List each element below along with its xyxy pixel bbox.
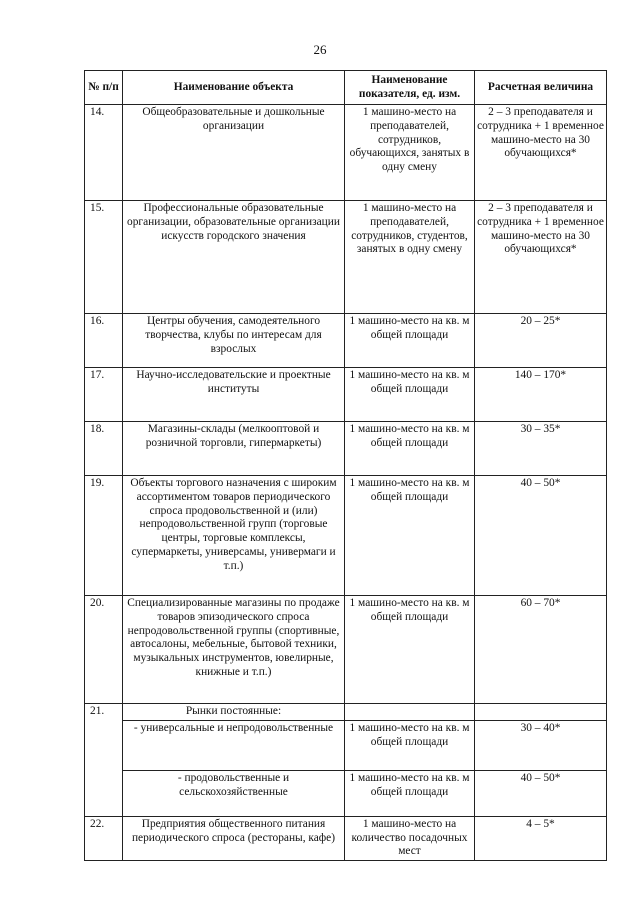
row-indicator: 1 машино-место на кв. м общей площади [345, 476, 475, 596]
table-row [85, 314, 607, 368]
table-row-markets-title [85, 704, 607, 721]
table-row [85, 720, 607, 770]
row-value: 4 – 5* [475, 816, 607, 860]
table-row [85, 201, 607, 314]
page-number: 26 [313, 42, 327, 57]
row-object: Специализированные магазины по продаже товаров эпизодического спроса непродовольственной группы (спортивные, автосалоны, мебельные, бытовой техники, музыкальных инструментов, ювелирные, книжные и т.п.) [123, 596, 345, 704]
row-object: Научно-исследовательские и проектные институты [123, 368, 345, 422]
row-num: 15. [85, 201, 123, 314]
row-indicator: 1 машино-место на кв. м общей площади [345, 720, 475, 770]
table-row [85, 368, 607, 422]
row-indicator: 1 машино-место на преподавателей, сотрудников, студентов, занятых в одну смену [345, 201, 475, 314]
row-indicator: 1 машино-место на кв. м общей площади [345, 368, 475, 422]
row-object: Профессиональные образовательные организации, образовательные организации искусств городского значения [123, 201, 345, 314]
row-object: Магазины-склады (мелкооптовой и розничной торговли, гипермаркеты) [123, 422, 345, 476]
row-object: Общеобразовательные и дошкольные организации [123, 105, 345, 201]
row-value: 60 – 70* [475, 596, 607, 704]
row-value: 2 – 3 преподавателя и сотрудника + 1 временное машино-место на 30 обучающихся* [475, 201, 607, 314]
row-num: 21. [85, 704, 123, 817]
row-num: 16. [85, 314, 123, 368]
header-indicator: Наименование показателя, ед. изм. [345, 71, 475, 105]
row-object: Центры обучения, самодеятельного творчества, клубы по интересам для взрослых [123, 314, 345, 368]
header-object: Наименование объекта [123, 71, 345, 105]
row-object: Предприятия общественного питания периодического спроса (рестораны, кафе) [123, 816, 345, 860]
row-value: 40 – 50* [475, 770, 607, 816]
row-object: Объекты торгового назначения с широким ассортиментом товаров периодического спроса продовольственной и (или) непродовольственной групп (торговые центры, торговые комплексы, супермаркеты, универсамы, универмаги и т.п.) [123, 476, 345, 596]
parking-norms-table [84, 70, 607, 861]
row-indicator: 1 машино-место на количество посадочных мест [345, 816, 475, 860]
row-object: - продовольственные и сельскохозяйственные [123, 770, 345, 816]
row-value: 20 – 25* [475, 314, 607, 368]
table-row [85, 596, 607, 704]
row-indicator: 1 машино-место на преподавателей, сотрудников, обучающихся, занятых в одну смену [345, 105, 475, 201]
row-indicator: 1 машино-место на кв. м общей площади [345, 596, 475, 704]
table-row [85, 816, 607, 860]
header-value: Расчетная величина [475, 71, 607, 105]
table-row [85, 105, 607, 201]
row-value: 140 – 170* [475, 368, 607, 422]
row-num: 14. [85, 105, 123, 201]
row-num: 22. [85, 816, 123, 860]
row-num: 18. [85, 422, 123, 476]
row-value: 40 – 50* [475, 476, 607, 596]
row-indicator: 1 машино-место на кв. м общей площади [345, 314, 475, 368]
row-value: 2 – 3 преподавателя и сотрудника + 1 временное машино-место на 30 обучающихся* [475, 105, 607, 201]
table-header-row [85, 71, 607, 105]
header-num: № п/п [85, 71, 123, 105]
table-row [85, 770, 607, 816]
table-row [85, 422, 607, 476]
row-num: 19. [85, 476, 123, 596]
row-indicator: 1 машино-место на кв. м общей площади [345, 770, 475, 816]
row-object: - универсальные и непродовольственные [123, 720, 345, 770]
row-num: 20. [85, 596, 123, 704]
row-value: 30 – 40* [475, 720, 607, 770]
row-num: 17. [85, 368, 123, 422]
row-object-title: Рынки постоянные: [123, 704, 345, 721]
row-indicator-empty [345, 704, 475, 721]
row-value: 30 – 35* [475, 422, 607, 476]
row-indicator: 1 машино-место на кв. м общей площади [345, 422, 475, 476]
row-value-empty [475, 704, 607, 721]
table-row [85, 476, 607, 596]
